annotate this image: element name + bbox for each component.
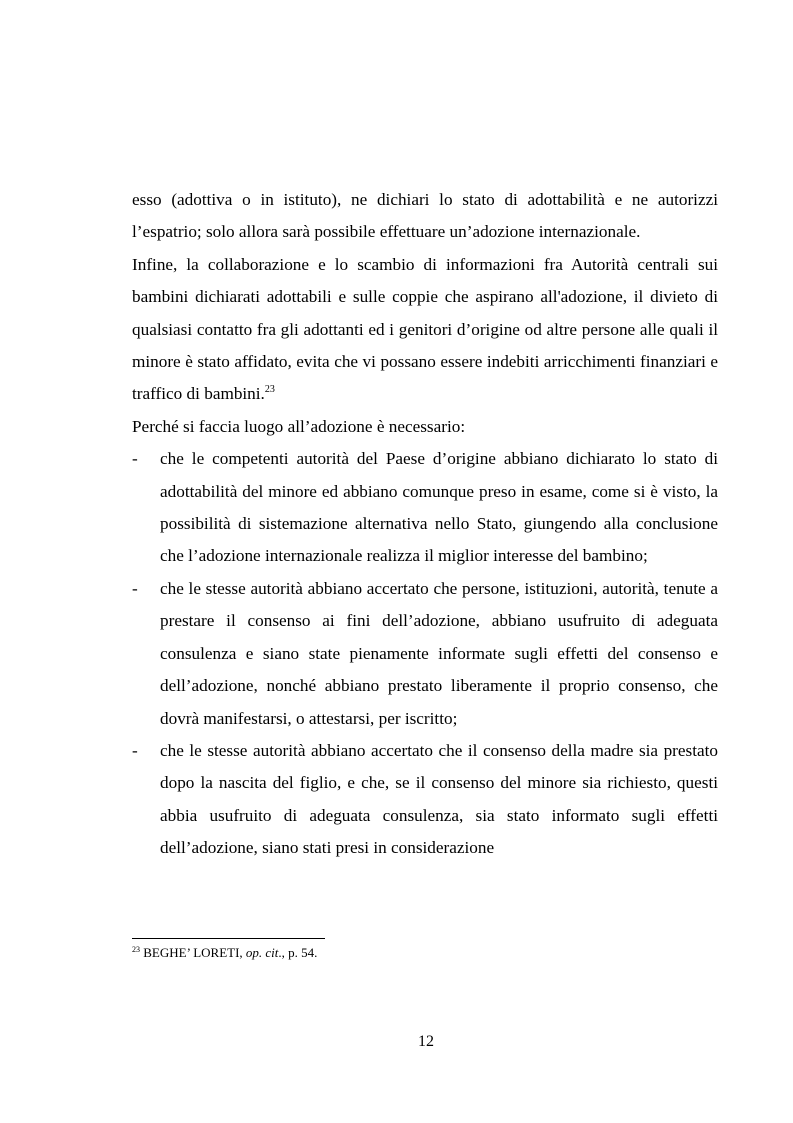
- footnote-author: BEGHE’ LORETI,: [143, 945, 243, 960]
- footnote-citation: op. cit: [245, 945, 279, 960]
- footnote-number: 23: [132, 945, 140, 954]
- list-item-text: che le stesse autorità abbiano accertato che persone, istituzioni, autorità, tenute a prestare il consenso ai fini dell’adozione, abbiano usufruito di adeguata consulenza e siano state pienamente informate sugli effetti del consenso e dell’adozione, nonché abbiano prestato liberamente il proprio consenso, che dovrà manifestarsi, o attestarsi, per iscritto;: [160, 578, 718, 728]
- dash-bullet: -: [132, 449, 138, 469]
- dash-bullet: -: [132, 740, 138, 760]
- footnote-reference[interactable]: 23: [264, 384, 275, 396]
- requirements-list: [132, 443, 718, 864]
- page-number: 12: [418, 1033, 434, 1050]
- footnote: [132, 945, 317, 961]
- list-item: [132, 443, 718, 573]
- list-item: [132, 573, 718, 735]
- dash-bullet: -: [132, 578, 138, 598]
- footnote-separator: [132, 938, 325, 939]
- paragraph: [132, 249, 718, 411]
- paragraph: Perché si faccia luogo all’adozione è necessario:: [132, 416, 466, 436]
- list-item-text: che le competenti autorità del Paese d’origine abbiano dichiarato lo stato di adottabilità del minore ed abbiano comunque preso in esame, come si è visto, la possibilità di sistemazione alternativa nello Stato, giungendo alla conclusione che l’adozione internazionale realizza il miglior interesse del bambino;: [160, 449, 718, 566]
- paragraph-text: Infine, la collaborazione e lo scambio di informazioni fra Autorità centrali sui bambini dichiarati adottabili e sulle coppie che aspirano all'adozione, il divieto di qualsiasi contatto fra gli adottanti ed i genitori d’origine od altre persone alle quali il minore è stato affidato, evita che vi possano essere indebiti arricchimenti finanziari e traffico di bambini.: [132, 254, 718, 404]
- footnote-page: ., p. 54.: [278, 945, 318, 960]
- paragraph: esso (adottiva o in istituto), ne dichiari lo stato di adottabilità e ne autorizzi l’espatrio; solo allora sarà possibile effettuare un’adozione internazionale.: [132, 190, 718, 242]
- main-text: [132, 184, 718, 865]
- list-item-text: che le stesse autorità abbiano accertato che il consenso della madre sia prestato dopo la nascita del figlio, e che, se il consenso del minore sia richiesto, questi abbia usufruito di adeguata consulenza, sia stato informato sugli effetti dell’adozione, siano stati presi in considerazione: [160, 740, 718, 858]
- list-item: [132, 735, 718, 865]
